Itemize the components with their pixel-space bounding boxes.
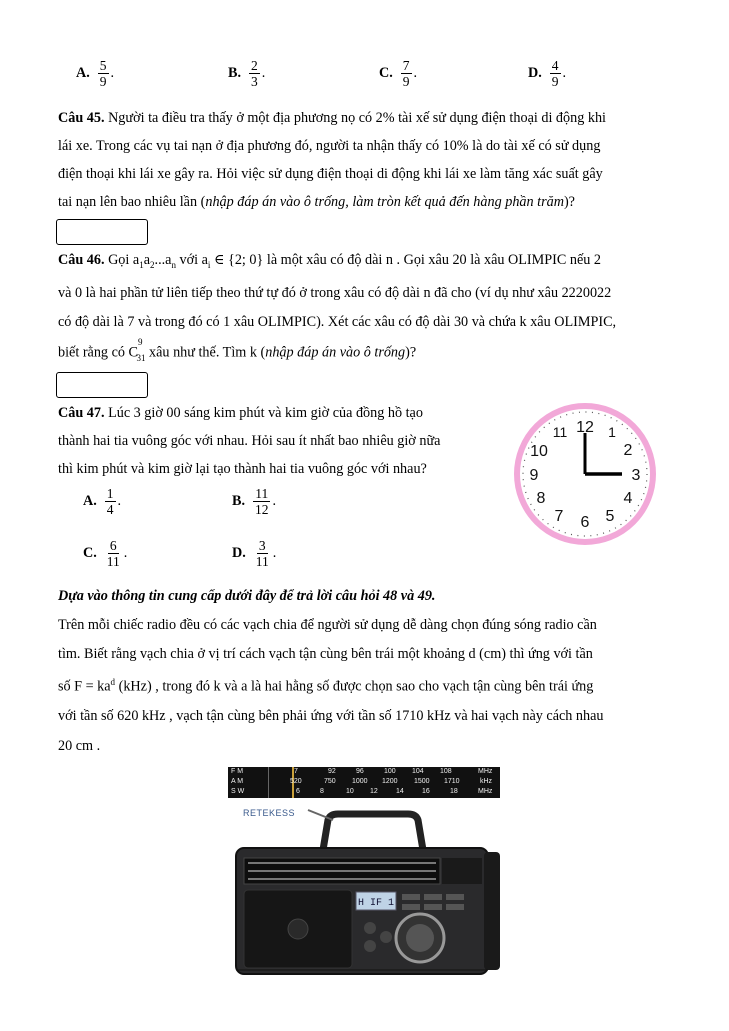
- info-line-1: Trên mỗi chiếc radio đều có các vạch chia để người sử dụng dễ dàng chọn đúng sóng radio cần: [58, 617, 597, 633]
- q45-line-2: lái xe. Trong các vụ tai nạn ở địa phương đó, người ta nhận thấy có 10% là do tài xế có sử dụng: [58, 138, 601, 154]
- q47-option-b: B. $\frac{11}{12}$ .: [232, 486, 277, 517]
- svg-text:H IF 1: H IF 1: [357, 898, 395, 909]
- clock-num-3: 3: [631, 467, 641, 484]
- info-line-5: 20 cm .: [58, 738, 101, 754]
- radio-brand: RETEKESS: [243, 808, 296, 818]
- clock-num-5: 5: [605, 508, 615, 525]
- q47-option-c: C. $\frac{6}{11}$ .: [83, 538, 128, 569]
- info-line-2: tìm. Biết rằng vạch chia ở vị trí cách vạch tận cùng bên trái một khoảng d (cm) thì ứng với tần: [58, 646, 593, 662]
- info-line-4: với tần số 620 kHz , vạch tận cùng bên phải ứng với tần số 1710 kHz và hai vạch này cách nhau: [58, 708, 604, 724]
- q44-option-b: B. $\frac{2}{3}$ .: [228, 58, 266, 89]
- clock-num-6: 6: [580, 514, 590, 531]
- clock-num-8: 8: [536, 490, 546, 507]
- clock-num-1: 1: [608, 424, 616, 440]
- dial-band-fm: F M: [231, 768, 244, 775]
- clock-num-2: 2: [623, 442, 633, 459]
- dial-band-sw: S W: [231, 788, 245, 795]
- q44-option-a: A. $\frac{5}{9}$ .: [76, 58, 115, 89]
- radio-dial-strip: F M A M S W 7 92 96 100 104 108 MHz 520 750 1000 1200 1500 1710 kHz 6 8 10 12 14 16 18 MHz: [228, 767, 500, 798]
- q44-option-c: C. $\frac{7}{9}$ .: [379, 58, 418, 89]
- q46-line-4: biết rằng có $C^9_{31}$ xâu như thế. Tìm k (nhập đáp án vào ô trống)?: [58, 337, 417, 363]
- radio-side-panel: [484, 852, 500, 970]
- q45-line-3: điện thoại khi lái xe gây ra. Hỏi việc sử dụng điện thoại di động khi lái xe làm tăng xác suất gây: [58, 166, 603, 182]
- q47-option-a: A. $\frac{1}{4}$ .: [83, 486, 122, 517]
- q46-line-1: Câu 46. Gọi $a_1a_2...a_n$ với $a_i$ ∈ {2; 0} là một xâu có độ dài n . Gọi xâu 20 là xâu OLIMPIC nếu 2: [58, 252, 602, 270]
- q45-answer-box[interactable]: [56, 219, 148, 245]
- radio-illustration: [228, 808, 518, 978]
- clock-num-10: 10: [530, 443, 548, 460]
- q47-line-3: thì kim phút và kim giờ lại tạo thành hai tia vuông góc với nhau?: [58, 461, 427, 477]
- q45-line-1: Câu 45. Người ta điều tra thấy ở một địa phương nọ có 2% tài xế sử dụng điện thoại di động khi: [58, 110, 606, 126]
- q46-answer-box[interactable]: [56, 372, 148, 398]
- q44-option-d: D. $\frac{4}{9}$ .: [528, 58, 567, 89]
- clock-num-9: 9: [529, 467, 539, 484]
- clock-figure: [512, 401, 658, 547]
- q47-line-1: Câu 47. Lúc 3 giờ 00 sáng kim phút và kim giờ của đồng hồ tạo: [58, 405, 423, 421]
- q45-line-4: tai nạn lên bao nhiêu lần (nhập đáp án vào ô trống, làm tròn kết quả đến hàng phần trăm)?: [58, 194, 575, 210]
- q47-option-d: D. $\frac{3}{11}$ .: [232, 538, 277, 569]
- dial-band-am: A M: [231, 778, 244, 785]
- info-heading: Dựa vào thông tin cung cấp dưới đây để trả lời câu hỏi 48 và 49.: [58, 588, 436, 604]
- clock-num-11: 11: [552, 424, 568, 440]
- clock-num-12: 12: [576, 419, 594, 436]
- radio-handle: [323, 814, 423, 850]
- clock-num-4: 4: [623, 490, 633, 507]
- q46-line-3: có độ dài là 7 và trong đó có 1 xâu OLIMPIC). Xét các xâu có độ dài 30 và chứa k xâu OLIMPIC,: [58, 314, 617, 330]
- q47-line-2: thành hai tia vuông góc với nhau. Hỏi sau ít nhất bao nhiêu giờ nữa: [58, 433, 441, 449]
- info-line-3: số $F = ka^d$ (kHz) , trong đó k và a là hai hằng số được chọn sao cho vạch tận cùng bên trái ứng: [58, 677, 594, 695]
- q46-line-2: và 0 là hai phần tử liên tiếp theo thứ tự đó ở trong xâu có độ dài n đã cho (ví dụ như xâu 2220022: [58, 285, 612, 301]
- clock-num-7: 7: [554, 508, 564, 525]
